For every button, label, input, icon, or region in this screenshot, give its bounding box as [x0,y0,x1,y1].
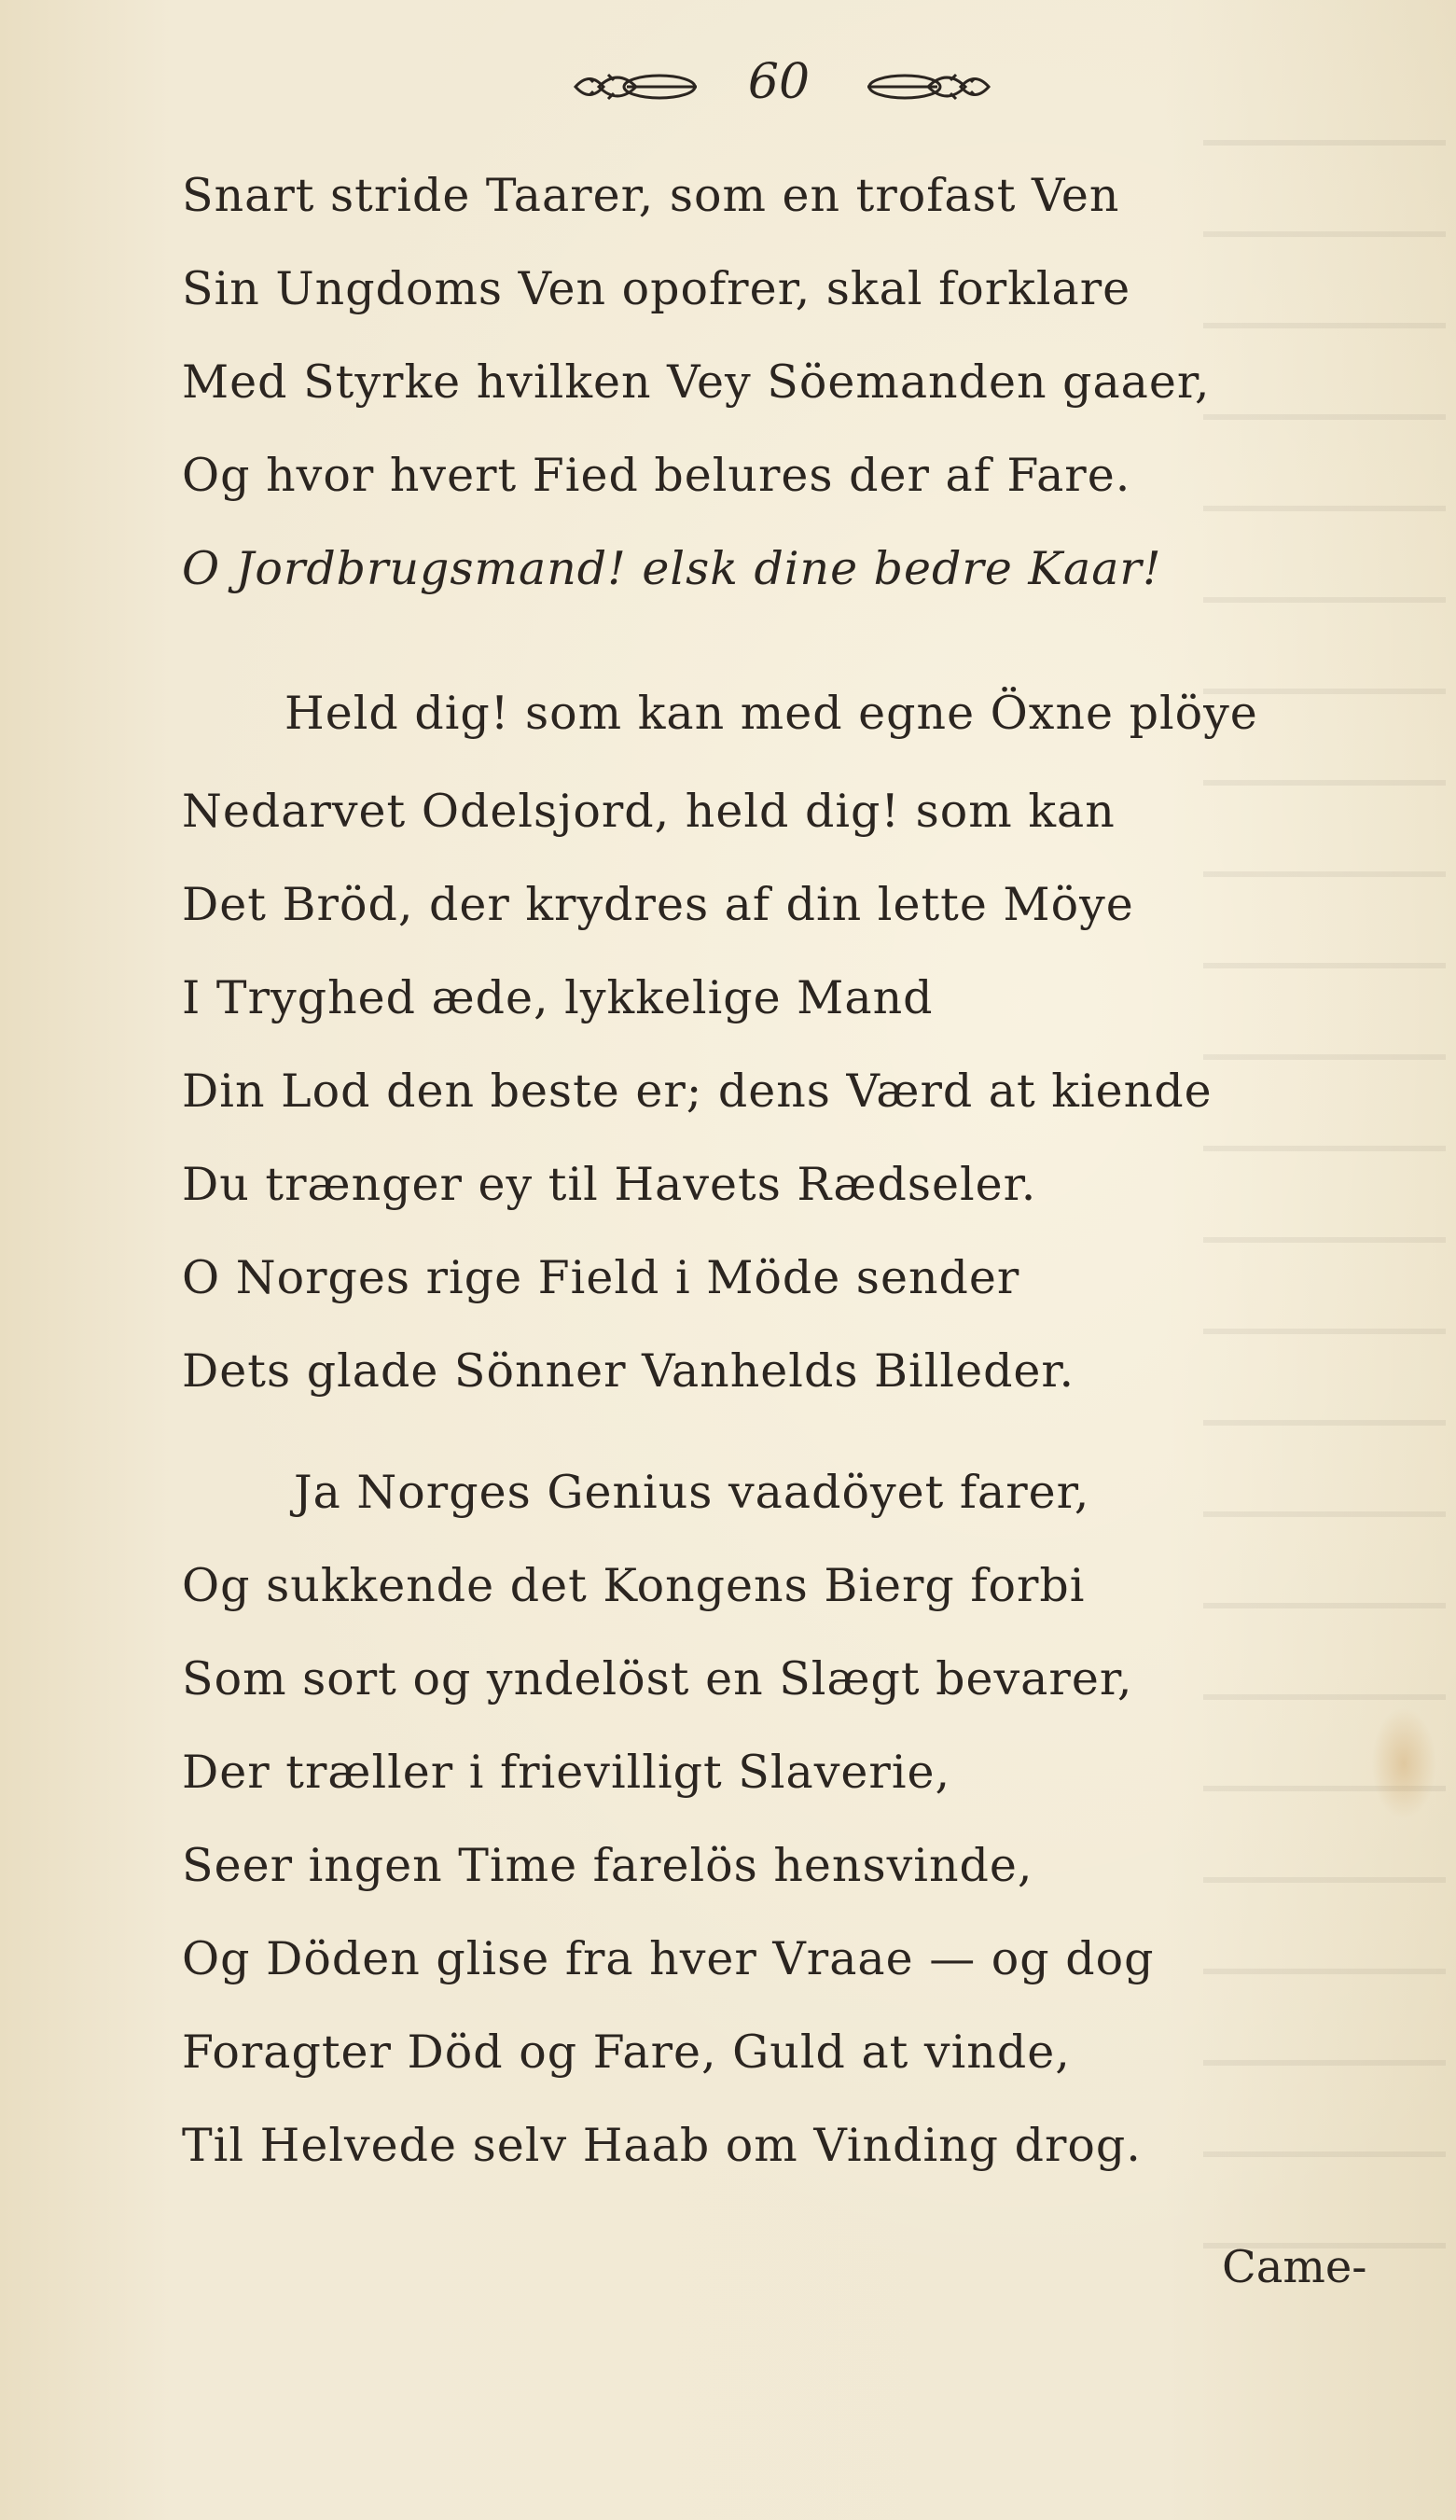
poem-line: Foragter Död og Fare, Guld at vinde, [182,2026,1071,2079]
ornament-right-icon [863,63,993,110]
poem-line: Med Styrke hvilken Vey Söemanden gaaer, [182,355,1211,409]
ornament-left-icon [571,63,701,110]
poem-line: Som sort og yndelöst en Slægt bevarer, [182,1652,1133,1706]
poem-line: I Tryghed æde, lykkelige Mand [182,971,934,1024]
poem-line: Seer ingen Time farelös hensvinde, [182,1839,1033,1892]
page-header [0,54,1456,119]
poem-line: Nedarvet Odelsjord, held dig! som kan [182,785,1116,838]
poem-line: Og Döden glise fra hver Vraae — og dog [182,1932,1155,1985]
poem-line: Dets glade Sönner Vanhelds Billeder. [182,1344,1075,1398]
poem-line: Til Helvede selv Haab om Vinding drog. [182,2119,1142,2172]
catchword: Came- [1222,2241,1367,2293]
bleed-through [1203,140,1446,2286]
poem-line: O Norges rige Field i Möde sender [182,1251,1020,1304]
poem-line: Sin Ungdoms Ven opofrer, skal forklare [182,262,1131,315]
poem-line: Du trænger ey til Havets Rædseler. [182,1158,1037,1211]
poem-line: Snart stride Taarer, som en trofast Ven [182,169,1120,222]
poem-line: Det Bröd, der krydres af din lette Möye [182,878,1134,931]
paper-stain [1371,1707,1436,1819]
poem-line: Ja Norges Genius vaadöyet farer, [294,1466,1090,1519]
poem-line: Held dig! som kan med egne Öxne plöye [284,687,1258,740]
poem-line: O Jordbrugsmand! elsk dine bedre Kaar! [182,542,1162,595]
poem-line: Din Lod den beste er; dens Værd at kiende [182,1065,1213,1118]
poem-line: Der træller i frievilligt Slaverie, [182,1746,951,1799]
page-number: 60 [747,54,811,110]
poem-line: Og hvor hvert Fied belures der af Fare. [182,449,1131,502]
poem-line: Og sukkende det Kongens Bierg forbi [182,1559,1086,1612]
